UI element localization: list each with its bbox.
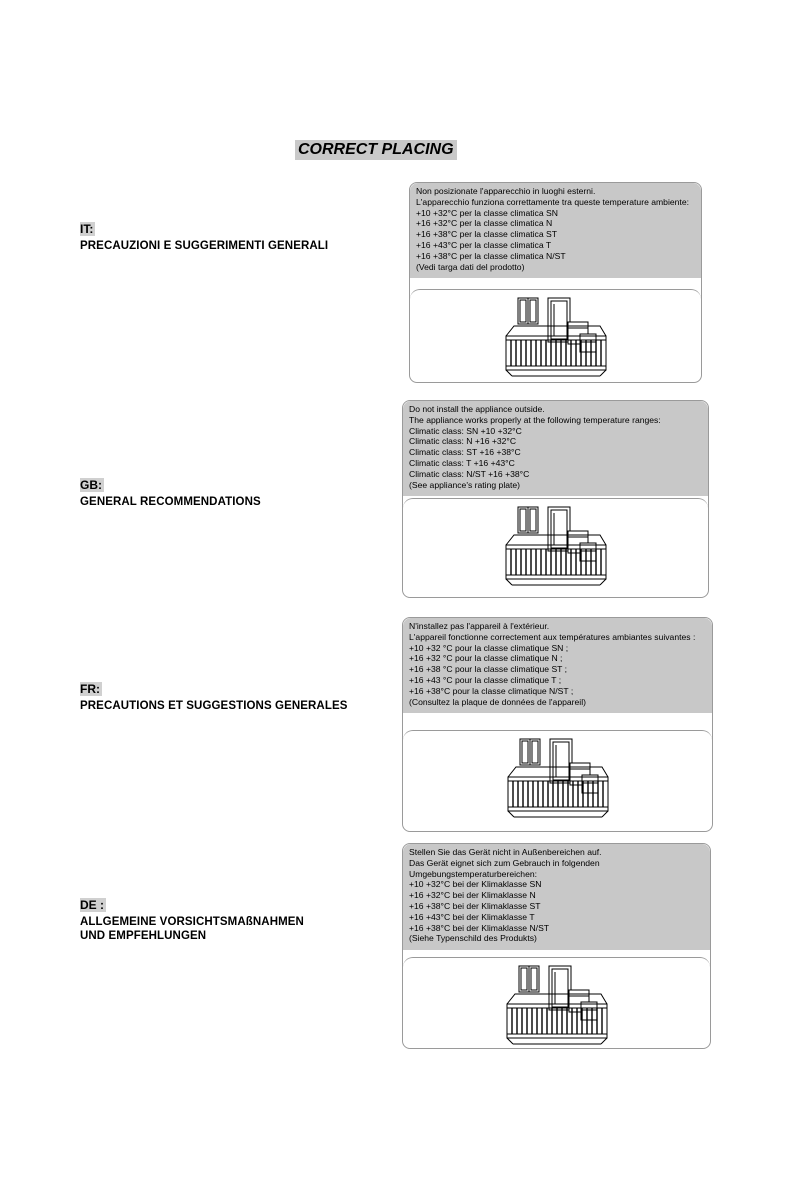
section-fr-panel	[402, 617, 713, 832]
text-line: Climatic class: T +16 +43°C	[409, 457, 515, 468]
section-text	[403, 401, 708, 496]
text-line: +16 +32°C bei der Klimaklasse N	[409, 890, 536, 901]
text-line: +16 +38°C pour la classe climatique N/ST ;	[409, 685, 574, 696]
page-title: CORRECT PLACING	[295, 140, 457, 160]
section-heading: PRECAUZIONI E SUGGERIMENTI GENERALI	[80, 240, 329, 252]
section-heading: GENERAL RECOMMENDATIONS	[80, 496, 261, 508]
text-line: +16 +38°C bei der Klimaklasse N/ST	[409, 922, 550, 933]
section-it-heading	[80, 222, 328, 253]
lang-code: IT:	[80, 222, 94, 236]
section-gb-heading	[80, 478, 261, 509]
section-heading: PRECAUTIONS ET SUGGESTIONS GENERALES	[80, 700, 348, 712]
text-line: +16 +43°C per la classe climatica T	[416, 239, 552, 250]
text-line: +10 +32 °C pour la classe climatique SN ;	[409, 642, 569, 653]
illustration-frame	[410, 289, 701, 382]
text-line: +16 +38°C per la classe climatica ST	[416, 229, 557, 240]
text-line: (Siehe Typenschild des Produkts)	[409, 933, 537, 944]
text-line: +16 +38°C bei der Klimaklasse ST	[409, 900, 541, 911]
illustration-frame	[403, 730, 712, 831]
text-line: L'apparecchio funziona correttamente tra queste temperature ambiente:	[416, 196, 689, 207]
text-line: Das Gerät eignet sich zum Gebrauch in folgenden	[409, 857, 600, 868]
section-gb-panel	[402, 400, 709, 598]
text-line: Climatic class: ST +16 +38°C	[409, 447, 521, 458]
text-line: Climatic class: SN +10 +32°C	[409, 425, 522, 436]
section-text	[410, 183, 701, 278]
illustration-frame	[403, 957, 710, 1048]
text-line: +16 +43°C bei der Klimaklasse T	[409, 911, 535, 922]
section-text	[403, 844, 710, 950]
text-line: +16 +43 °C pour la classe climatique T ;	[409, 674, 562, 685]
text-line: Non posizionate l'apparecchio in luoghi esterni.	[416, 186, 596, 196]
balcony-appliance-illustration	[504, 296, 608, 378]
text-line: L'appareil fonctionne correctement aux températures ambiantes suivantes :	[409, 631, 696, 642]
text-line: Do not install the appliance outside.	[409, 404, 545, 414]
text-line: +16 +38°C per la classe climatica N/ST	[416, 250, 566, 261]
section-de-heading	[80, 898, 304, 943]
text-line: Stellen Sie das Gerät nicht in Außenbereichen auf.	[409, 847, 602, 857]
text-line: The appliance works properly at the following temperature ranges:	[409, 414, 661, 425]
illustration-frame	[403, 498, 708, 597]
text-line: (Vedi targa dati del prodotto)	[416, 261, 525, 272]
lang-code: FR:	[80, 682, 100, 696]
text-line: N'installez pas l'appareil à l'extérieur.	[409, 621, 550, 631]
lang-code: GB:	[80, 478, 102, 492]
text-line: +16 +32°C per la classe climatica N	[416, 218, 553, 229]
section-de-panel	[402, 843, 711, 1049]
section-text	[403, 618, 712, 713]
section-fr-heading	[80, 682, 348, 713]
text-line: +10 +32°C per la classe climatica SN	[416, 207, 558, 218]
text-line: Umgebungstemperaturbereichen:	[409, 868, 538, 879]
text-line: Climatic class: N/ST +16 +38°C	[409, 468, 530, 479]
section-heading: ALLGEMEINE VORSICHTSMAßNAHMEN	[80, 916, 304, 928]
text-line: (See appliance's rating plate)	[409, 479, 521, 490]
text-line: +16 +38 °C pour la classe climatique ST ;	[409, 664, 568, 675]
section-it-panel	[409, 182, 702, 383]
balcony-appliance-illustration	[505, 964, 609, 1046]
text-line: +10 +32°C bei der Klimaklasse SN	[409, 879, 542, 890]
lang-code: DE :	[80, 898, 104, 912]
text-line: (Consultez la plaque de données de l'appareil)	[409, 696, 586, 707]
section-heading: UND EMPFEHLUNGEN	[80, 930, 207, 942]
text-line: Climatic class: N +16 +32°C	[409, 436, 517, 447]
balcony-appliance-illustration	[506, 737, 610, 819]
text-line: +16 +32 °C pour la classe climatique N ;	[409, 653, 563, 664]
balcony-appliance-illustration	[504, 505, 608, 587]
